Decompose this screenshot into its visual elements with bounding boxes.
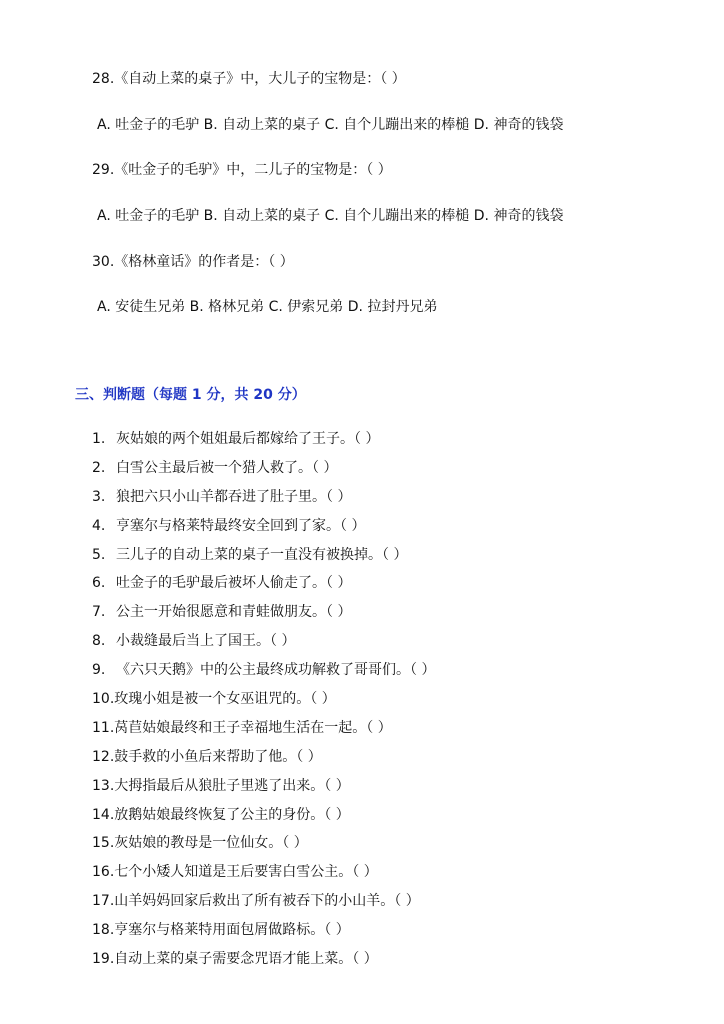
item-number: 11. <box>92 719 115 736</box>
item-number: 7. <box>92 604 106 621</box>
item-text: 山羊妈妈回家后救出了所有被吞下的小山羊。（ ） <box>114 893 420 910</box>
item-text: 吐金子的毛驴最后被坏人偷走了。（ ） <box>116 575 352 592</box>
list-item <box>92 748 435 777</box>
item-number: 15. <box>92 835 115 852</box>
list-item <box>92 690 435 719</box>
section-3-title: 三、判断题（每题 1 分，共 20 分） <box>75 387 306 403</box>
item-text: 莴苣姑娘最终和王子幸福地生活在一起。（ ） <box>114 719 392 736</box>
item-number: 16. <box>92 864 115 881</box>
item-text: 鼓手救的小鱼后来帮助了他。（ ） <box>114 748 322 765</box>
item-text: 放鹅姑娘最终恢复了公主的身份。（ ） <box>114 806 350 823</box>
item-text: 灰姑娘的两个姐姐最后都嫁给了王子。（ ） <box>116 431 380 447</box>
item-number: 1. <box>92 431 106 447</box>
list-item <box>92 892 435 921</box>
question-30-stem: 30.《格林童话》的作者是：（ ） <box>92 254 294 270</box>
item-number: 3. <box>92 488 106 505</box>
item-text: 大拇指最后从狼肚子里逃了出来。（ ） <box>114 777 350 794</box>
item-number: 5. <box>92 546 106 563</box>
item-number: 2. <box>92 459 106 476</box>
item-number: 8. <box>92 633 106 650</box>
list-item <box>92 719 435 748</box>
item-number: 4. <box>92 517 106 534</box>
list-item <box>92 546 435 575</box>
question-28-options: A. 吐金子的毛驴 B. 自动上菜的桌子 C. 自个儿蹦出来的棒槌 D. 神奇的钱袋 <box>97 117 564 133</box>
list-item <box>92 863 435 892</box>
item-number: 19. <box>92 951 115 968</box>
item-number: 6. <box>92 575 106 592</box>
item-text: 白雪公主最后被一个猎人救了。（ ） <box>116 459 338 476</box>
question-29-options: A. 吐金子的毛驴 B. 自动上菜的桌子 C. 自个儿蹦出来的棒槌 D. 神奇的钱袋 <box>97 208 564 224</box>
list-item <box>92 834 435 863</box>
question-30-options: A. 安徒生兄弟 B. 格林兄弟 C. 伊索兄弟 D. 拉封丹兄弟 <box>97 299 438 315</box>
list-item <box>92 661 435 690</box>
list-item <box>92 632 435 661</box>
item-number: 17. <box>92 893 115 910</box>
item-number: 13. <box>92 777 115 794</box>
item-number: 14. <box>92 806 115 823</box>
list-item <box>92 574 435 603</box>
item-text: 三儿子的自动上菜的桌子一直没有被换掉。（ ） <box>116 546 408 563</box>
list-item <box>92 950 435 979</box>
list-item <box>92 603 435 632</box>
list-item <box>92 488 435 517</box>
question-29-stem: 29.《吐金子的毛驴》中，二儿子的宝物是：（ ） <box>92 162 392 178</box>
true-false-list <box>92 430 435 979</box>
item-number: 18. <box>92 922 115 939</box>
item-number: 10. <box>92 691 115 708</box>
item-text: 灰姑娘的教母是一位仙女。（ ） <box>114 835 308 852</box>
question-28-stem: 28.《自动上菜的桌子》中，大儿子的宝物是：（ ） <box>92 71 406 87</box>
item-text: 亨塞尔与格莱特用面包屑做路标。（ ） <box>114 922 350 939</box>
list-item <box>92 777 435 806</box>
item-text: 七个小矮人知道是王后要害白雪公主。（ ） <box>114 864 378 881</box>
list-item <box>92 459 435 488</box>
list-item <box>92 921 435 950</box>
item-text: 亨塞尔与格莱特最终安全回到了家。（ ） <box>116 517 366 534</box>
item-text: 狼把六只小山羊都吞进了肚子里。（ ） <box>116 488 352 505</box>
list-item <box>92 430 435 459</box>
item-text: 《六只天鹅》中的公主最终成功解救了哥哥们。（ ） <box>116 662 436 679</box>
list-item <box>92 806 435 835</box>
item-text: 公主一开始很愿意和青蛙做朋友。（ ） <box>116 604 352 621</box>
item-text: 自动上菜的桌子需要念咒语才能上菜。（ ） <box>114 951 378 968</box>
list-item <box>92 517 435 546</box>
item-text: 小裁缝最后当上了国王。（ ） <box>116 633 296 650</box>
item-number: 9. <box>92 662 106 679</box>
item-number: 12. <box>92 748 115 765</box>
item-text: 玫瑰小姐是被一个女巫诅咒的。（ ） <box>114 691 336 708</box>
